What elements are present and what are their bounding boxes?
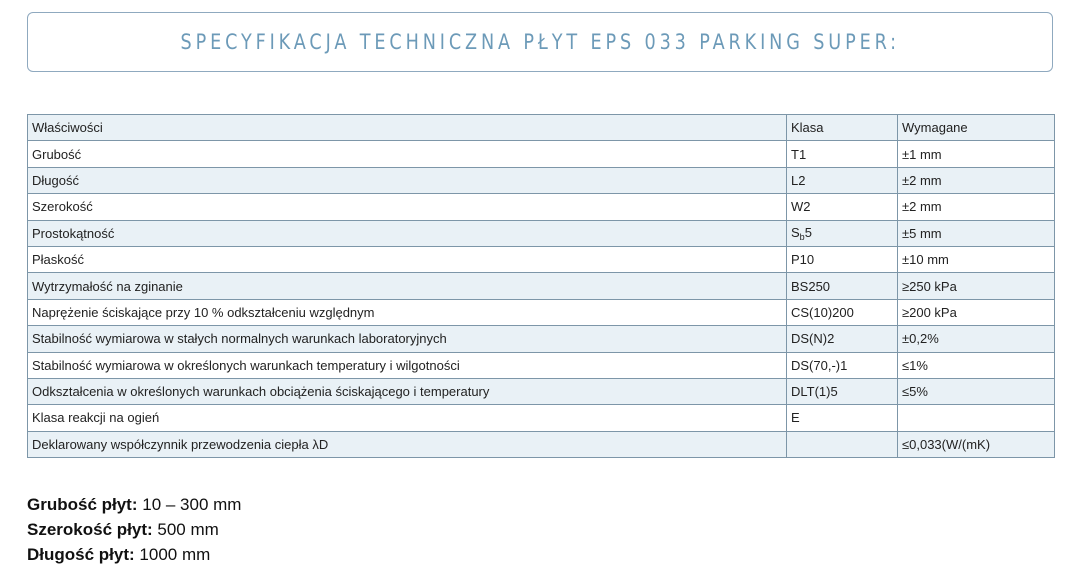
- table-row: [28, 326, 1055, 352]
- class-main: DLT(1)5: [791, 384, 838, 400]
- table-row: [28, 167, 1055, 193]
- class-tail: 5: [804, 224, 812, 240]
- cell-class: [787, 405, 898, 431]
- table-row: [28, 378, 1055, 404]
- summary-label: Długość płyt:: [27, 545, 135, 564]
- table-row: [28, 246, 1055, 272]
- cell-required: ≥200 kPa: [898, 299, 1055, 325]
- cell-property: Wytrzymałość na zginanie: [28, 273, 787, 299]
- cell-property: Prostokątność: [28, 220, 787, 246]
- summary-line-width: [27, 517, 241, 542]
- cell-class: [787, 194, 898, 220]
- cell-required: ±0,2%: [898, 326, 1055, 352]
- cell-property: Grubość: [28, 141, 787, 167]
- class-main: E: [791, 410, 800, 426]
- table-row: [28, 405, 1055, 431]
- column-header-required: Wymagane: [898, 115, 1055, 141]
- cell-property: Długość: [28, 167, 787, 193]
- cell-class: [787, 431, 898, 457]
- class-main: DS(N)2: [791, 331, 835, 347]
- class-main: DS(70,-)1: [791, 357, 848, 373]
- class-main: L2: [791, 172, 806, 188]
- column-header-class: Klasa: [787, 115, 898, 141]
- cell-class: [787, 299, 898, 325]
- cell-class: [787, 352, 898, 378]
- cell-required: ±2 mm: [898, 194, 1055, 220]
- cell-class: [787, 378, 898, 404]
- cell-property: Klasa reakcji na ogień: [28, 405, 787, 431]
- class-main: W2: [791, 199, 811, 215]
- cell-required: ±5 mm: [898, 220, 1055, 246]
- table-header-row: [28, 115, 1055, 141]
- summary-label: Grubość płyt:: [27, 495, 138, 514]
- cell-class: [787, 326, 898, 352]
- table-row: [28, 299, 1055, 325]
- summary-label: Szerokość płyt:: [27, 520, 153, 539]
- class-main: BS250: [791, 278, 831, 294]
- cell-required: ±1 mm: [898, 141, 1055, 167]
- cell-required: ≤0,033(W/(mK): [898, 431, 1055, 457]
- cell-required: ≥250 kPa: [898, 273, 1055, 299]
- cell-required: ±10 mm: [898, 246, 1055, 272]
- table-row: [28, 220, 1055, 246]
- class-main: CS(10)200: [791, 304, 854, 320]
- class-main: T1: [791, 146, 807, 162]
- cell-property: Deklarowany współczynnik przewodzenia ciepła λD: [28, 431, 787, 457]
- cell-class: [787, 273, 898, 299]
- summary-value: 1000 mm: [139, 545, 211, 564]
- cell-class: [787, 141, 898, 167]
- table-row: [28, 431, 1055, 457]
- page-title: SPECYFIKACJA TECHNICZNA PŁYT EPS 033 PARKING SUPER:: [180, 30, 900, 54]
- cell-property: Naprężenie ściskające przy 10 % odkształceniu względnym: [28, 299, 787, 325]
- summary-value: 10 – 300 mm: [142, 495, 242, 514]
- title-box: [27, 12, 1053, 72]
- cell-required: ±2 mm: [898, 167, 1055, 193]
- table-row: [28, 352, 1055, 378]
- spec-table: [27, 114, 1055, 458]
- column-header-property: Właściwości: [28, 115, 787, 141]
- cell-property: Odkształcenia w określonych warunkach obciążenia ściskającego i temperatury: [28, 378, 787, 404]
- dimensions-summary: [27, 492, 241, 567]
- cell-class: [787, 220, 898, 246]
- table-row: [28, 273, 1055, 299]
- summary-line-length: [27, 542, 241, 567]
- class-subscript: b: [799, 231, 805, 242]
- cell-required: ≤1%: [898, 352, 1055, 378]
- cell-property: Płaskość: [28, 246, 787, 272]
- table-row: [28, 194, 1055, 220]
- table-row: [28, 141, 1055, 167]
- class-main: P10: [791, 252, 815, 268]
- summary-line-thickness: [27, 492, 241, 517]
- cell-required: [898, 405, 1055, 431]
- cell-property: Stabilność wymiarowa w stałych normalnych warunkach laboratoryjnych: [28, 326, 787, 352]
- cell-property: Szerokość: [28, 194, 787, 220]
- cell-class: [787, 167, 898, 193]
- cell-class: [787, 246, 898, 272]
- cell-property: Stabilność wymiarowa w określonych warunkach temperatury i wilgotności: [28, 352, 787, 378]
- cell-required: ≤5%: [898, 378, 1055, 404]
- summary-value: 500 mm: [157, 520, 219, 539]
- class-main: S: [791, 224, 800, 240]
